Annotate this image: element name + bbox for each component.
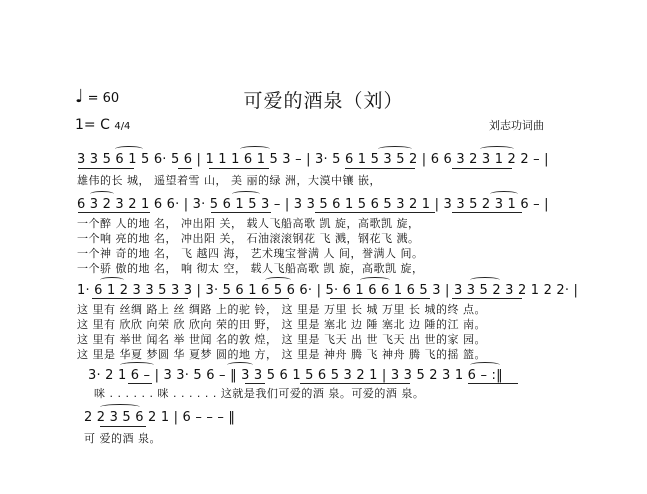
- beam-line: [330, 298, 430, 299]
- song-title: 可爱的酒泉（刘）: [243, 90, 404, 112]
- time-signature: 4/4: [114, 121, 131, 132]
- slur-mark: [120, 362, 154, 368]
- slur-mark: [480, 146, 514, 152]
- quarter-note-icon: ♩: [75, 86, 84, 107]
- beam-line: [92, 298, 188, 299]
- beam-line: [300, 383, 410, 384]
- key-signature: 1= C 4/4: [75, 117, 131, 133]
- slur-mark: [378, 146, 412, 152]
- beam-line: [78, 168, 134, 169]
- tempo-value: = 60: [87, 91, 120, 106]
- notation-line-5: 2 2 3 5 6 2 1 | 6 – – – ‖: [84, 410, 236, 425]
- beam-line: [468, 383, 518, 384]
- lyrics-line-3a: 这 里有 丝绸 路上 丝 绸路 上的驼 铃， 这 里是 万里 长 城 万里 长 城的终 点。: [77, 303, 486, 316]
- author-credit: 刘志功词曲: [489, 119, 544, 132]
- beam-line: [452, 212, 522, 213]
- lyrics-line-2b: 一个响 亮的地 名， 冲出阳 关， 石油滚滚钢花 飞 溅，钢花飞 溅。: [77, 232, 420, 245]
- slur-mark: [265, 277, 291, 283]
- beam-line: [211, 212, 271, 213]
- lyrics-line-2d: 一个骄 傲的地 名， 响 彻太 空， 载人飞船高歌 凯 旋，高歌凯 旋，: [77, 262, 424, 275]
- beam-line: [100, 426, 146, 427]
- lyrics-line-3c: 这 里有 举世 闻名 举 世闻 名的敦 煌， 这 里是 飞天 出 世 飞天 出 世的家 园。: [77, 333, 486, 346]
- beam-line: [178, 168, 192, 169]
- slur-mark: [90, 191, 114, 197]
- lyrics-line-4: 咪 . . . . . . 咪 . . . . . . 这就是我们可爱的酒 泉。可爱的酒 泉。: [94, 387, 425, 400]
- slur-mark: [232, 191, 260, 197]
- lyrics-line-3d: 这 里是 华夏 梦圆 华 夏梦 圆的地 方， 这 里是 神舟 腾 飞 神舟 腾 飞的摇 篮。: [77, 348, 486, 361]
- beam-line: [452, 168, 512, 169]
- slur-mark: [115, 146, 143, 152]
- lyrics-line-1: 雄伟的长 城， 遥望着雪 山， 美 丽的绿 洲，大漠中镶 嵌，: [77, 174, 381, 187]
- beam-line: [315, 212, 435, 213]
- beam-line: [219, 298, 289, 299]
- beam-line: [345, 168, 415, 169]
- lyrics-line-5: 可 爱的酒 泉。: [84, 432, 161, 445]
- notation-line-4: 3· 2 1 6 – | 3 3· 5 6 – ‖ 3 3 5 6 1 5 6 5 3 2 1 | 3 3 5 2 3 1 6 – :‖: [88, 368, 503, 383]
- beam-line: [128, 383, 152, 384]
- beam-line: [452, 298, 522, 299]
- beam-line: [245, 383, 265, 384]
- slur-mark: [100, 404, 140, 410]
- slur-mark: [470, 362, 500, 368]
- slur-mark: [100, 277, 124, 283]
- lyrics-line-2c: 一个神 奇的地 名， 飞 越四 海， 艺术瑰宝誉满 人 间，誉满人 间。: [77, 247, 424, 260]
- lyrics-line-3b: 这 里有 欣欣 向荣 欣 欣向 荣的田 野， 这 里是 塞北 边 陲 塞北 边 陲的江 南。: [77, 318, 486, 331]
- notation-line-3: 1· 6 1 2 3 3 5 3 3 | 3· 5 6 1 6 5 6 6· | 5· 6 1 6 6 1 6 5 3 | 3 3 5 2 3 2 1 2 2· |: [77, 283, 579, 298]
- slur-mark: [360, 277, 390, 283]
- beam-line: [78, 212, 150, 213]
- slur-mark: [240, 146, 270, 152]
- slur-mark: [470, 277, 500, 283]
- slur-mark: [490, 191, 518, 197]
- lyrics-line-2a: 一个醉 人的地 名， 冲出阳 关， 载人飞船高歌 凯 旋，高歌凯 旋，: [77, 217, 420, 230]
- slur-mark: [227, 362, 253, 368]
- notation-line-1: 3 3 5 6 1 5 6· 5 6 | 1 1 1 6 1 5 3 – | 3· 5 6 1 5 3 5 2 | 6 6 3 2 3 1 2 2 – |: [77, 152, 549, 167]
- beam-line: [209, 168, 269, 169]
- notation-line-2: 6 3 2 3 2 1 6 6· | 3· 5 6 1 5 3 – | 3 3 5 6 1 5 6 5 3 2 1 | 3 3 5 2 3 1 6 – |: [77, 197, 549, 212]
